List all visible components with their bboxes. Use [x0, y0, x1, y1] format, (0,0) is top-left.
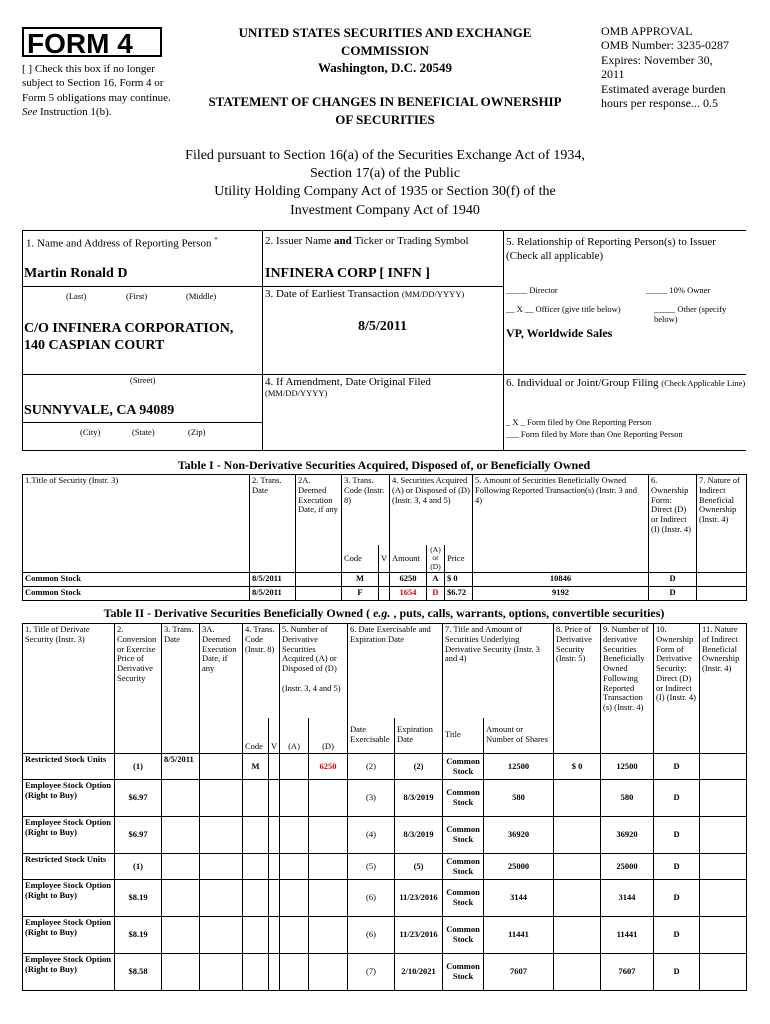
- t2-h-nature: 11. Nature of Indirect Beneficial Ownership (Instr. 4): [700, 624, 747, 754]
- t2-r3-nature: [700, 854, 747, 880]
- table2-title-eg: e.g.: [373, 606, 391, 620]
- t2-r6-code: [243, 954, 269, 991]
- t2-r1-price: [554, 780, 601, 817]
- t2-r4-conversion: $8.19: [115, 880, 162, 917]
- t1-h-securities: 4. Securities Acquired (A) or Disposed of (D) (Instr. 3, 4 and 5): [390, 475, 473, 545]
- t2-r1-deemed: [200, 780, 243, 817]
- omb-line3: Expires: November 30,: [601, 52, 713, 67]
- t2-r4-expiration: 11/23/2016: [395, 880, 443, 917]
- box1-star: *: [214, 236, 218, 244]
- t2-r0-v: [269, 754, 280, 780]
- t2-r1-nature: [700, 780, 747, 817]
- t2-r2-trans-date: [162, 817, 200, 854]
- t2-r3-code: [243, 854, 269, 880]
- t2-r6-d: [309, 954, 348, 991]
- t2-r2-v: [269, 817, 280, 854]
- table1-row: [23, 587, 747, 601]
- t1-h-code: 3. Trans. Code (Instr. 8): [342, 475, 390, 545]
- t2-r3-v: [269, 854, 280, 880]
- t2-r0-trans-date: 8/5/2011: [162, 754, 200, 780]
- t1-h-nature: 7. Nature of Indirect Beneficial Ownership (Instr. 4): [697, 475, 747, 573]
- box3-label-text: 3. Date of Earliest Transaction: [265, 288, 400, 300]
- t2-r5-v: [269, 917, 280, 954]
- t2-r3-expiration: (5): [395, 854, 443, 880]
- t1-r1-deemed: [296, 587, 342, 601]
- t2-r6-title: Employee Stock Option (Right to Buy): [23, 954, 115, 991]
- box2-label-and: and: [334, 235, 352, 247]
- agency-line3: Washington, D.C. 20549: [318, 60, 452, 76]
- t2-r4-price: [554, 880, 601, 917]
- t2-r2-conversion: $6.97: [115, 817, 162, 854]
- t2-h-underlying: 7. Title and Amount of Securities Underlying Derivative Security (Instr. 3 and 4): [443, 624, 554, 718]
- t2-r2-expiration: 8/3/2019: [395, 817, 443, 854]
- t1-sub-code: Code: [342, 545, 379, 573]
- table1-row: [23, 573, 747, 587]
- t2-r2-deemed: [200, 817, 243, 854]
- t2-r2-a: [280, 817, 309, 854]
- filed-line3: Utility Holding Company Act of 1935 or Section 30(f) of the: [214, 184, 556, 200]
- officer-title: VP, Worldwide Sales: [506, 326, 613, 340]
- last-label: (Last): [66, 291, 87, 301]
- table2-title: [22, 606, 746, 621]
- t1-h-deemed: 2A. Deemed Execution Date, if any: [296, 475, 342, 573]
- omb-line2: OMB Number: 3235-0287: [601, 38, 729, 53]
- issuer-name: INFINERA CORP [ INFN ]: [265, 266, 430, 281]
- t2-r6-shares: 7607: [484, 954, 554, 991]
- t2-r0-conversion: (1): [115, 754, 162, 780]
- t2-r5-price: [554, 917, 601, 954]
- t2-r0-form: D: [654, 754, 700, 780]
- table2-row: [23, 817, 747, 854]
- t2-r2-shares: 36920: [484, 817, 554, 854]
- t2-r4-v: [269, 880, 280, 917]
- instruction-prefix: See: [22, 105, 38, 118]
- t2-r4-nature: [700, 880, 747, 917]
- table2-row: [23, 880, 747, 917]
- t1-r0-v: [379, 573, 390, 587]
- t2-h-conversion: 2. Conversion or Exercise Price of Derivative Security: [115, 624, 162, 754]
- table2-row: [23, 954, 747, 991]
- t2-r4-code: [243, 880, 269, 917]
- t2-h-title: 1. Title of Derivate Security (Instr. 3): [23, 624, 115, 754]
- t2-r4-title: Employee Stock Option (Right to Buy): [23, 880, 115, 917]
- table2-header-row: [23, 624, 747, 718]
- reporting-person-name: Martin Ronald D: [24, 266, 128, 281]
- t2-r0-deemed: [200, 754, 243, 780]
- director-option[interactable]: _____ Director: [506, 285, 558, 295]
- box3-label-format: (MM/DD/YYYY): [401, 289, 465, 299]
- t2-r1-expiration: 8/3/2019: [395, 780, 443, 817]
- t1-r1-price: $6.72: [445, 587, 473, 601]
- t2-r1-v: [269, 780, 280, 817]
- agency-block: [195, 24, 575, 77]
- t1-r1-v: [379, 587, 390, 601]
- t1-r1-nature: [697, 587, 747, 601]
- t1-r1-aord: D: [427, 587, 445, 601]
- t2-r6-expiration: 2/10/2021: [395, 954, 443, 991]
- statement-title-line1: STATEMENT OF CHANGES IN BENEFICIAL OWNERSHIP: [208, 94, 562, 109]
- t2-r1-d: [309, 780, 348, 817]
- box5-sub: (Check all applicable): [506, 250, 604, 263]
- instruction-text: Instruction 1(b).: [37, 105, 112, 118]
- t2-r2-owned: 36920: [601, 817, 654, 854]
- t2-r3-title: Restricted Stock Units: [23, 854, 115, 880]
- other-option[interactable]: _____ Other (specify below): [654, 304, 727, 324]
- t2-r6-deemed: [200, 954, 243, 991]
- t2-r3-d: [309, 854, 348, 880]
- zip-label: (Zip): [188, 427, 206, 437]
- t2-h-deemed: 3A. Deemed Execution Date, if any: [200, 624, 243, 754]
- t2-r3-price: [554, 854, 601, 880]
- statement-title-line2: OF SECURITIES: [335, 111, 435, 127]
- t1-r1-form: D: [649, 587, 697, 601]
- t2-r3-conversion: (1): [115, 854, 162, 880]
- t2-r5-title: Employee Stock Option (Right to Buy): [23, 917, 115, 954]
- t1-r0-form: D: [649, 573, 697, 587]
- t1-r0-nature: [697, 573, 747, 587]
- t2-r3-owned: 25000: [601, 854, 654, 880]
- t2-r4-d: [309, 880, 348, 917]
- box-divider-1: [262, 230, 263, 450]
- t2-r1-code: [243, 780, 269, 817]
- t1-r0-date: 8/5/2011: [250, 573, 296, 587]
- t2-r3-date-exercisable: (5): [348, 854, 395, 880]
- agency-line1: UNITED STATES SECURITIES AND EXCHANGE: [238, 25, 532, 40]
- table1-header-row: [23, 475, 747, 545]
- t2-r0-title: Restricted Stock Units: [23, 754, 115, 780]
- t2-r5-deemed: [200, 917, 243, 954]
- box-left-border: [22, 230, 23, 450]
- t1-h-title: 1.Title of Security (Instr. 3): [23, 475, 250, 573]
- box5-label: [506, 235, 750, 264]
- t2-r6-underlying-title: Common Stock: [443, 954, 484, 991]
- t2-r2-date-exercisable: (4): [348, 817, 395, 854]
- box1-label-text: 1. Name and Address of Reporting Person: [26, 237, 212, 250]
- t2-h-price: 8. Price of Derivative Security (Instr. 5): [554, 624, 601, 754]
- box1-label: [26, 236, 262, 250]
- table2-body: [23, 754, 747, 991]
- t2-r5-code: [243, 917, 269, 954]
- t2-r4-a: [280, 880, 309, 917]
- agency-line2: COMMISSION: [340, 42, 430, 58]
- box2-label-pre: 2. Issuer Name: [265, 235, 335, 247]
- t2-r1-conversion: $6.97: [115, 780, 162, 817]
- t1-h-ownership-form: 6. Ownership Form: Direct (D) or Indirect (I) (Instr. 4): [649, 475, 697, 573]
- t2-r5-expiration: 11/23/2016: [395, 917, 443, 954]
- t1-r1-owned: 9192: [473, 587, 649, 601]
- t2-r0-d: 6250: [309, 754, 348, 780]
- t2-r5-nature: [700, 917, 747, 954]
- box4-format: (MM/DD/YYYY): [265, 388, 328, 398]
- t2-r2-title: Employee Stock Option (Right to Buy): [23, 817, 115, 854]
- t2-r5-date-exercisable: (6): [348, 917, 395, 954]
- filed-line1: Filed pursuant to Section 16(a) of the Securities Exchange Act of 1934,: [185, 148, 585, 163]
- t2-r6-owned: 7607: [601, 954, 654, 991]
- t2-sub-v: V: [269, 718, 280, 754]
- t2-r2-code: [243, 817, 269, 854]
- t1-sub-amount: Amount: [390, 545, 427, 573]
- t2-r5-form: D: [654, 917, 700, 954]
- t2-r6-form: D: [654, 954, 700, 991]
- t2-sub-code: Code: [243, 718, 269, 754]
- t1-sub-v: V: [379, 545, 390, 573]
- t2-r6-price: [554, 954, 601, 991]
- t2-r0-underlying-title: Common Stock: [443, 754, 484, 780]
- t2-r2-price: [554, 817, 601, 854]
- officer-option[interactable]: __ X __ Officer (give title below): [506, 304, 621, 314]
- box-bottom-border: [22, 450, 746, 451]
- omb-line4: 2011: [601, 67, 625, 82]
- t1-sub-price: Price: [445, 545, 473, 573]
- box2-label: [265, 235, 505, 247]
- t2-r6-a: [280, 954, 309, 991]
- t2-r3-trans-date: [162, 854, 200, 880]
- omb-approval: [601, 24, 761, 110]
- t2-r6-date-exercisable: (7): [348, 954, 395, 991]
- omb-line1: OMB APPROVAL: [601, 24, 693, 38]
- t1-r1-amount: 1654: [390, 587, 427, 601]
- table2-row: [23, 754, 747, 780]
- box4-label: 4. If Amendment, Date Original Filed: [265, 376, 431, 388]
- t2-r4-shares: 3144: [484, 880, 554, 917]
- filed-by-more-option[interactable]: ___ Form filed by More than One Reporting Person: [506, 429, 683, 439]
- state-label: (State): [132, 427, 155, 437]
- t2-h-number: [280, 624, 348, 718]
- t2-r1-trans-date: [162, 780, 200, 817]
- t2-r4-trans-date: [162, 880, 200, 917]
- t2-r2-underlying-title: Common Stock: [443, 817, 484, 854]
- t2-r2-nature: [700, 817, 747, 854]
- table2-row: [23, 917, 747, 954]
- t1-r0-aord: A: [427, 573, 445, 587]
- city-underline: [22, 422, 262, 423]
- t1-h-owned: 5. Amount of Securities Beneficially Owned Following Reported Transaction(s) (Instr. 3 and 4): [473, 475, 649, 573]
- t1-r1-date: 8/5/2011: [250, 587, 296, 601]
- t2-sub-title: Title: [443, 718, 484, 754]
- t2-r1-owned: 580: [601, 780, 654, 817]
- t2-r0-shares: 12500: [484, 754, 554, 780]
- box6-label-text: 6. Individual or Joint/Group Filing: [506, 377, 659, 389]
- t2-r3-a: [280, 854, 309, 880]
- filed-by-one-option[interactable]: _ X _ Form filed by One Reporting Person: [506, 417, 652, 427]
- t2-h-number-instr: (Instr. 3, 4 and 5): [282, 682, 341, 693]
- check-box-text: [ ] Check this box if no longer subject to Section 16. Form 4 or Form 5 obligations may continue.: [22, 63, 171, 104]
- t2-sub-amount: Amount or Number of Shares: [484, 718, 554, 754]
- t2-r1-title: Employee Stock Option (Right to Buy): [23, 780, 115, 817]
- t2-h-number-owned: 9. Number of derivative Securities Beneficially Owned Following Reported Transaction (s) (Instr. 4): [601, 624, 654, 754]
- ten-percent-owner-option[interactable]: _____ 10% Owner: [646, 285, 711, 295]
- box5-label-text: 5. Relationship of Reporting Person(s) to Issuer: [506, 236, 716, 248]
- t2-r4-owned: 3144: [601, 880, 654, 917]
- omb-line6: hours per response... 0.5: [601, 95, 718, 110]
- street-label: (Street): [130, 375, 156, 385]
- t2-r2-d: [309, 817, 348, 854]
- box2-bottom: [262, 286, 503, 287]
- t2-r0-price: $ 0: [554, 754, 601, 780]
- t2-h-code: 4. Trans. Code (Instr. 8): [243, 624, 280, 718]
- t2-r1-a: [280, 780, 309, 817]
- t1-r0-amount: 6250: [390, 573, 427, 587]
- box-top-border: [22, 230, 746, 231]
- t2-r1-form: D: [654, 780, 700, 817]
- t2-r5-shares: 11441: [484, 917, 554, 954]
- first-label: (First): [126, 291, 148, 301]
- t1-r0-title: Common Stock: [23, 573, 250, 587]
- statement-title: [170, 93, 600, 128]
- t2-r5-trans-date: [162, 917, 200, 954]
- omb-line5: Estimated average burden: [601, 81, 726, 96]
- t2-r0-date-exercisable: (2): [348, 754, 395, 780]
- t2-h-exercisable: 6. Date Exercisable and Expiration Date: [348, 624, 443, 718]
- t2-r2-form: D: [654, 817, 700, 854]
- t1-sub-aord: (A) or (D): [427, 545, 445, 573]
- table2-title-pre: Table II - Derivative Securities Beneficially Owned (: [103, 606, 374, 620]
- t1-r1-title: Common Stock: [23, 587, 250, 601]
- city-label: (City): [80, 427, 101, 437]
- t2-sub-exp: Expiration Date: [395, 718, 443, 754]
- t1-r0-deemed: [296, 573, 342, 587]
- t2-sub-d: (D): [309, 718, 348, 754]
- middle-label: (Middle): [186, 291, 217, 301]
- filed-line2: Section 17(a) of the Public: [309, 166, 461, 182]
- t2-r0-expiration: (2): [395, 754, 443, 780]
- filed-pursuant: [130, 147, 640, 220]
- name-underline: [22, 286, 262, 287]
- box6-label-sub: (Check Applicable Line): [661, 378, 746, 388]
- city-state-zip: SUNNYVALE, CA 94089: [24, 403, 175, 418]
- t2-r3-underlying-title: Common Stock: [443, 854, 484, 880]
- table2-row: [23, 854, 747, 880]
- t2-r0-nature: [700, 754, 747, 780]
- box3-label: [265, 288, 505, 300]
- t2-r4-deemed: [200, 880, 243, 917]
- t2-r3-form: D: [654, 854, 700, 880]
- t2-r5-conversion: $8.19: [115, 917, 162, 954]
- t2-r4-form: D: [654, 880, 700, 917]
- table1-title: Table I - Non-Derivative Securities Acquired, Disposed of, or Beneficially Owned: [177, 458, 591, 472]
- t2-r6-conversion: $8.58: [115, 954, 162, 991]
- box6-label: [506, 377, 746, 389]
- t2-r1-underlying-title: Common Stock: [443, 780, 484, 817]
- box2-label-post: Ticker or Trading Symbol: [351, 235, 469, 247]
- t2-sub-a: (A): [280, 718, 309, 754]
- table1: [22, 474, 747, 601]
- t2-sub-date-ex: Date Exercisable: [348, 718, 395, 754]
- t2-r0-owned: 12500: [601, 754, 654, 780]
- t2-h-number-text: 5. Number of Derivative Securities Acquired (A) or Disposed of (D): [282, 624, 337, 674]
- t1-h-date: 2. Trans. Date: [250, 475, 296, 573]
- street-address: C/O INFINERA CORPORATION, 140 CASPIAN COURT: [24, 321, 234, 353]
- t1-r0-price: $ 0: [445, 573, 473, 587]
- box-divider-2: [503, 230, 504, 450]
- t2-r6-trans-date: [162, 954, 200, 991]
- t2-r0-a: [280, 754, 309, 780]
- t2-r5-a: [280, 917, 309, 954]
- box3-5-bottom: [262, 374, 746, 375]
- t2-r6-nature: [700, 954, 747, 991]
- t2-r4-underlying-title: Common Stock: [443, 880, 484, 917]
- t2-h-ownership-form: 10. Ownership Form of Derivative Security: Direct (D) or Indirect (I) (Instr. 4): [654, 624, 700, 754]
- form-title: FORM 4: [22, 27, 162, 57]
- t2-r6-v: [269, 954, 280, 991]
- t2-r4-date-exercisable: (6): [348, 880, 395, 917]
- t2-r1-date-exercisable: (3): [348, 780, 395, 817]
- earliest-transaction-date: 8/5/2011: [357, 319, 407, 334]
- t1-r1-code: F: [342, 587, 379, 601]
- t2-r1-shares: 580: [484, 780, 554, 817]
- t2-r3-deemed: [200, 854, 243, 880]
- table2: [22, 623, 747, 991]
- t2-h-date: 3. Trans. Date: [162, 624, 200, 754]
- t1-r0-owned: 10846: [473, 573, 649, 587]
- filed-line4: Investment Company Act of 1940: [290, 202, 480, 218]
- check-box-instruction: [22, 62, 172, 119]
- t2-r5-d: [309, 917, 348, 954]
- t1-r0-code: M: [342, 573, 379, 587]
- t2-r0-code: M: [243, 754, 269, 780]
- table2-title-post: , puts, calls, warrants, options, convertible securities): [390, 606, 665, 620]
- t2-r5-owned: 11441: [601, 917, 654, 954]
- t2-r3-shares: 25000: [484, 854, 554, 880]
- table2-row: [23, 780, 747, 817]
- t2-r5-underlying-title: Common Stock: [443, 917, 484, 954]
